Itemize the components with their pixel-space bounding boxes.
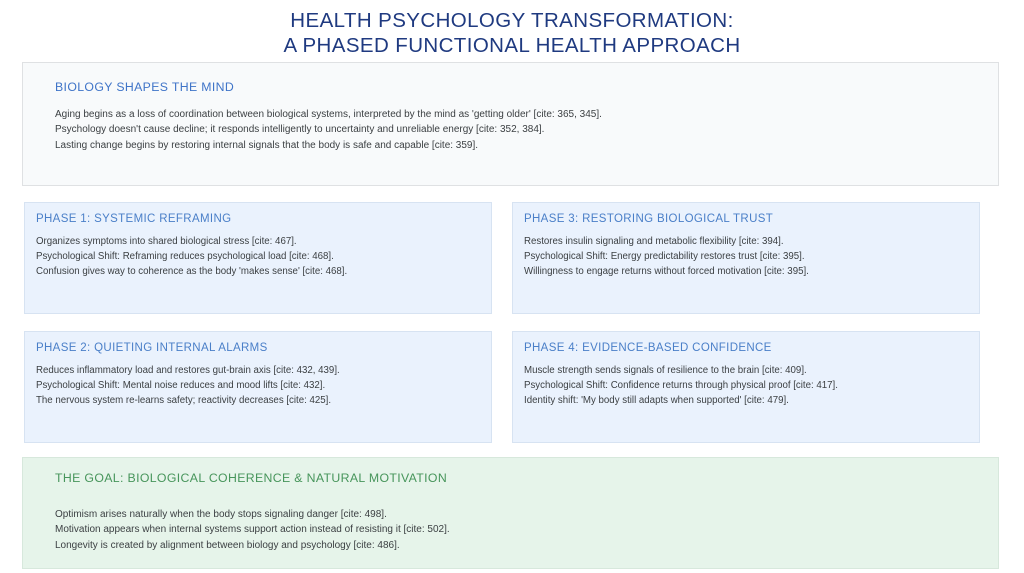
phase-2-line: Reduces inflammatory load and restores gut-brain axis [cite: 432, 439]. — [36, 365, 340, 376]
phase-2-header: PHASE 2: QUIETING INTERNAL ALARMS — [36, 342, 268, 354]
intro-card-body — [55, 107, 602, 153]
phase-3-line: Restores insulin signaling and metabolic flexibility [cite: 394]. — [524, 236, 784, 247]
goal-card-header: THE GOAL: BIOLOGICAL COHERENCE & NATURAL MOTIVATION — [55, 471, 448, 485]
phase-4-line: Muscle strength sends signals of resilience to the brain [cite: 409]. — [524, 365, 807, 376]
intro-card-line: Psychology doesn't cause decline; it responds intelligently to uncertainty and unreliable energy [cite: 352, 384]. — [55, 124, 545, 136]
phase-3-card — [512, 202, 980, 314]
phase-3-body — [524, 234, 809, 280]
phase-4-card — [512, 331, 980, 443]
phase-1-line: Organizes symptoms into shared biological stress [cite: 467]. — [36, 236, 297, 247]
phase-4-body — [524, 363, 838, 409]
goal-card — [22, 457, 999, 569]
intro-card-line: Aging begins as a loss of coordination between biological systems, interpreted by the mind as 'getting older' [cite: 365, 345]. — [55, 109, 602, 120]
phase-2-body — [36, 363, 340, 409]
page-title-line-1: HEALTH PSYCHOLOGY TRANSFORMATION: — [290, 9, 734, 32]
phase-1-line: Psychological Shift: Reframing reduces psychological load [cite: 468]. — [36, 251, 334, 263]
phase-2-line: The nervous system re-learns safety; reactivity decreases [cite: 425]. — [36, 395, 332, 407]
goal-card-line: Motivation appears when internal systems support action instead of resisting it [cite: 502]. — [55, 524, 450, 536]
goal-card-line: Optimism arises naturally when the body stops signaling danger [cite: 498]. — [55, 509, 387, 520]
biology-shapes-the-mind-card — [22, 62, 999, 186]
phase-2-card — [24, 331, 492, 443]
phase-1-body — [36, 234, 347, 280]
phase-4-line: Identity shift: 'My body still adapts when supported' [cite: 479]. — [524, 395, 789, 407]
intro-card-header: BIOLOGY SHAPES THE MIND — [55, 80, 235, 94]
phase-4-header: PHASE 4: EVIDENCE-BASED CONFIDENCE — [524, 342, 772, 354]
phase-4-line: Psychological Shift: Confidence returns through physical proof [cite: 417]. — [524, 380, 838, 392]
phase-1-header: PHASE 1: SYSTEMIC REFRAMING — [36, 213, 232, 225]
phase-3-header: PHASE 3: RESTORING BIOLOGICAL TRUST — [524, 213, 774, 225]
page-title — [0, 8, 1024, 58]
phase-1-card — [24, 202, 492, 314]
intro-card-line: Lasting change begins by restoring internal signals that the body is safe and capable [cite: 359]. — [55, 139, 479, 151]
phase-1-line: Confusion gives way to coherence as the body 'makes sense' [cite: 468]. — [36, 266, 348, 278]
goal-card-line: Longevity is created by alignment between biology and psychology [cite: 486]. — [55, 539, 400, 551]
phase-2-line: Psychological Shift: Mental noise reduces and mood lifts [cite: 432]. — [36, 380, 326, 392]
page-title-line-2: A PHASED FUNCTIONAL HEALTH APPROACH — [283, 34, 741, 57]
phase-3-line: Psychological Shift: Energy predictability restores trust [cite: 395]. — [524, 251, 805, 263]
phase-3-line: Willingness to engage returns without forced motivation [cite: 395]. — [524, 266, 809, 278]
goal-card-body — [55, 507, 450, 553]
